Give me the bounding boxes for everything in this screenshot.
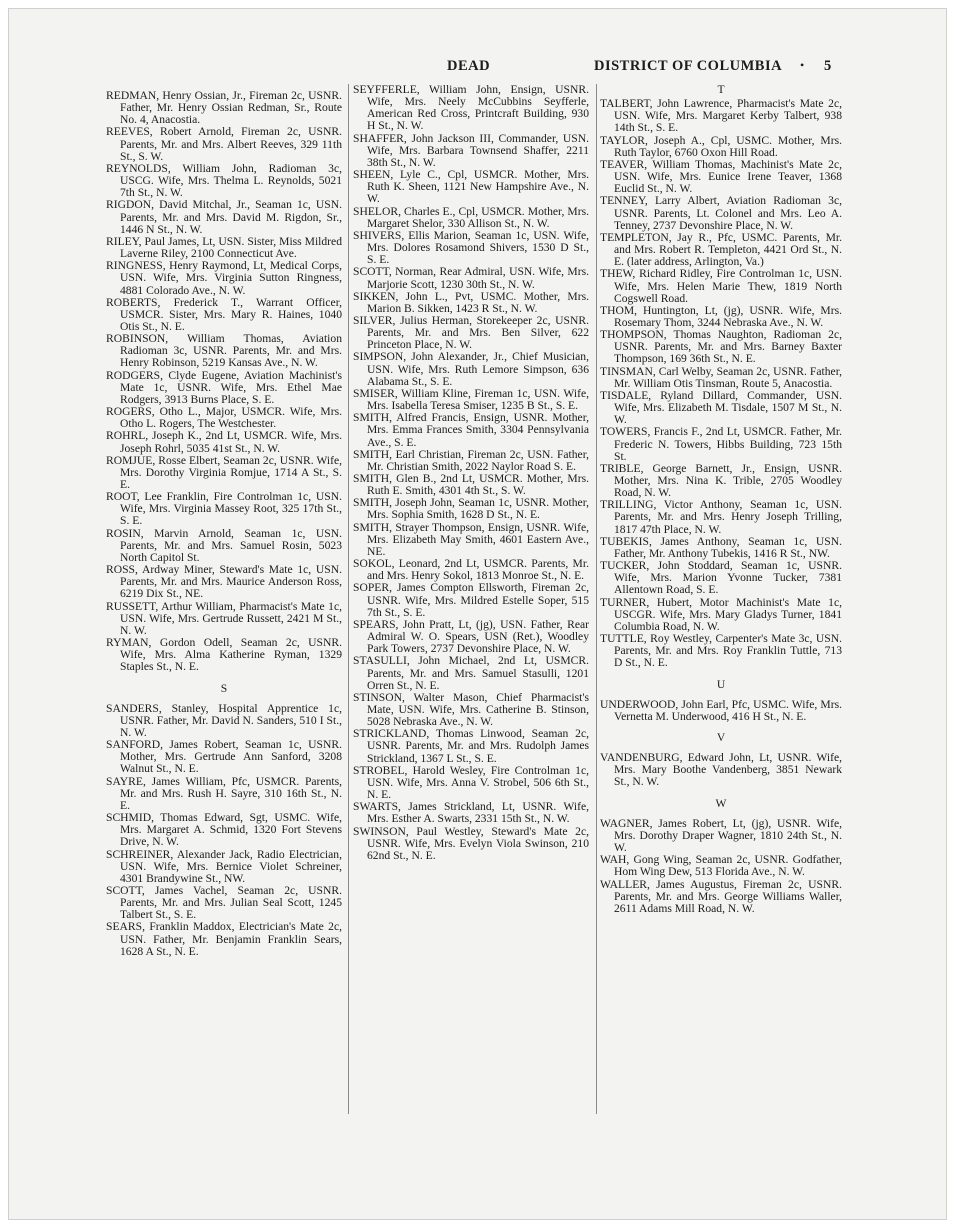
casualty-entry: THOM, Huntington, Lt, (jg), USNR. Wife, Mrs. Rosemary Thom, 3244 Nebraska Ave., N. W. bbox=[600, 303, 842, 329]
casualty-entry: TISDALE, Ryland Dillard, Commander, USN. Wife, Mrs. Elizabeth M. Tisdale, 1507 M St., N. W. bbox=[600, 388, 842, 427]
casualty-entry: SCOTT, James Vachel, Seaman 2c, USNR. Parents, Mr. and Mrs. Julian Seal Scott, 1245 Talbert St., S. E. bbox=[106, 884, 342, 922]
casualty-entry: SMITH, Joseph John, Seaman 1c, USNR. Mother, Mrs. Sophia Smith, 1628 D St., N. E. bbox=[353, 496, 589, 522]
casualty-entry: UNDERWOOD, John Earl, Pfc, USMC. Wife, Mrs. Vernetta M. Underwood, 416 H St., N. E. bbox=[600, 697, 842, 723]
casualty-entry: SILVER, Julius Herman, Storekeeper 2c, USNR. Parents, Mr. and Mrs. Ben Silver, 622 Princeton Place, N. W. bbox=[353, 313, 589, 352]
casualty-entry: SWINSON, Paul Westley, Steward's Mate 2c, USNR. Wife, Mrs. Evelyn Viola Swinson, 210 62nd St., N. E. bbox=[353, 824, 589, 862]
casualty-entry: ROBERTS, Frederick T., Warrant Officer, USMCR. Sister, Mrs. Mary R. Haines, 1040 Otis St., N. E. bbox=[106, 295, 342, 333]
casualty-entry: SMITH, Strayer Thompson, Ensign, USNR. Wife, Mrs. Elizabeth May Smith, 4601 Eastern Ave., NE. bbox=[353, 520, 589, 558]
column-right bbox=[600, 84, 842, 915]
casualty-entry: REDMAN, Henry Ossian, Jr., Fireman 2c, USNR. Father, Mr. Henry Ossian Redman, Sr., Route No. 4, Anacostia. bbox=[106, 89, 342, 127]
casualty-entry: RUSSETT, Arthur William, Pharmacist's Mate 1c, USN. Wife, Mrs. Gertrude Russett, 2421 M St., N. W. bbox=[106, 599, 342, 637]
casualty-entry: TINSMAN, Carl Welby, Seaman 2c, USNR. Father, Mr. William Otis Tinsman, Route 5, Anacostia. bbox=[600, 364, 842, 390]
column-left bbox=[106, 90, 342, 958]
casualty-entry: ROSIN, Marvin Arnold, Seaman 1c, USN. Parents, Mr. and Mrs. Samuel Rosin, 5023 North Capitol St. bbox=[106, 526, 342, 564]
section-letter: U bbox=[716, 677, 726, 691]
casualty-entry: RODGERS, Clyde Eugene, Aviation Machinist's Mate 1c, USNR. Wife, Mrs. Ethel Mae Rodgers, 3913 Burns Place, S. E. bbox=[106, 368, 342, 406]
casualty-entry: TALBERT, John Lawrence, Pharmacist's Mate 2c, USN. Wife, Mrs. Margaret Kerby Talbert, 938 14th St., S. E. bbox=[600, 97, 842, 135]
casualty-entry: SMITH, Earl Christian, Fireman 2c, USN. Father, Mr. Christian Smith, 2022 Naylor Road S. E. bbox=[353, 447, 589, 473]
casualty-entry: TEMPLETON, Jay R., Pfc, USMC. Parents, Mr. and Mrs. Robert R. Templeton, 4421 Ord St., N. E. (later address, Arlington, Va.) bbox=[600, 230, 842, 269]
column-divider bbox=[596, 84, 597, 1114]
casualty-entry: SHELOR, Charles E., Cpl, USMCR. Mother, Mrs. Margaret Shelor, 330 Allison St., N. W. bbox=[353, 204, 589, 230]
casualty-entry: TRIBLE, George Barnett, Jr., Ensign, USNR. Mother, Mrs. Nina K. Trible, 2705 Woodley Road, N. W. bbox=[600, 461, 842, 500]
casualty-entry: SOKOL, Leonard, 2nd Lt, USMCR. Parents, Mr. and Mrs. Henry Sokol, 1813 Monroe St., N. E. bbox=[353, 557, 589, 583]
casualty-entry: SCHREINER, Alexander Jack, Radio Electrician, USN. Wife, Mrs. Bernice Violet Schreiner, 4301 Brandywine St., NW. bbox=[106, 847, 342, 885]
casualty-entry: SIKKEN, John L., Pvt, USMC. Mother, Mrs. Marion B. Sikken, 1423 R St., N. W. bbox=[353, 289, 589, 315]
casualty-entry: REYNOLDS, William John, Radioman 3c, USCG. Wife, Mrs. Thelma L. Reynolds, 5021 7th St., N. W. bbox=[106, 161, 342, 200]
casualty-entry: TENNEY, Larry Albert, Aviation Radioman 3c, USNR. Parents, Lt. Colonel and Mrs. Leo A. Tenney, 2737 Devonshire Place, N. W. bbox=[600, 194, 842, 232]
section-letter: T bbox=[717, 83, 725, 96]
casualty-entry: STROBEL, Harold Wesley, Fire Controlman 1c, USN. Wife, Mrs. Anna V. Strobel, 506 6th St., N. E. bbox=[353, 763, 589, 802]
casualty-entry: RILEY, Paul James, Lt, USN. Sister, Miss Mildred Laverne Riley, 2100 Connecticut Ave. bbox=[106, 234, 342, 261]
casualty-entry: SIMPSON, John Alexander, Jr., Chief Musician, USN. Wife, Mrs. Ruth Lemore Simpson, 636 Alabama St., S. E. bbox=[353, 350, 589, 388]
section-letter: S bbox=[220, 681, 228, 695]
casualty-entry: THEW, Richard Ridley, Fire Controlman 1c, USN. Wife, Mrs. Helen Marie Thew, 1819 North Cogswell Road. bbox=[600, 267, 842, 305]
casualty-entry: SCHMID, Thomas Edward, Sgt, USMC. Wife, Mrs. Margaret A. Schmid, 1320 Fort Stevens Drive, N. W. bbox=[106, 811, 342, 849]
casualty-entry: SWARTS, James Strickland, Lt, USNR. Wife, Mrs. Esther A. Swarts, 2331 15th St., N. W. bbox=[353, 800, 589, 826]
casualty-entry: RIGDON, David Mitchal, Jr., Seaman 1c, USN. Parents, Mr. and Mrs. David M. Rigdon, Sr., 1446 N St., N. W. bbox=[106, 198, 342, 236]
casualty-entry: SAYRE, James William, Pfc, USMCR. Parents, Mr. and Mrs. Rush H. Sayre, 310 16th St., N. E. bbox=[106, 774, 342, 812]
casualty-entry: SPEARS, John Pratt, Lt, (jg), USN. Father, Rear Admiral W. O. Spears, USN (Ret.), Woodley Park Towers, 2737 Devonshire Place, N. W. bbox=[353, 617, 589, 656]
page-header bbox=[0, 52, 957, 76]
casualty-entry: SMITH, Glen B., 2nd Lt, USMCR. Mother, Mrs. Ruth E. Smith, 4301 4th St., S. W. bbox=[353, 472, 589, 498]
section-letter: W bbox=[715, 796, 727, 810]
column-divider bbox=[348, 84, 349, 1114]
casualty-entry: STINSON, Walter Mason, Chief Pharmacist's Mate, USN. Wife, Mrs. Catherine B. Stinson, 5028 Nebraska Ave., N. W. bbox=[353, 690, 589, 729]
casualty-entry: TURNER, Hubert, Motor Machinist's Mate 1c, USCGR. Wife, Mrs. Mary Gladys Turner, 1841 Columbia Road, N. W. bbox=[600, 595, 842, 633]
casualty-entry: SOPER, James Compton Ellsworth, Fireman 2c, USNR. Wife, Mrs. Mildred Estelle Soper, 515 7th St., S. E. bbox=[353, 581, 589, 619]
casualty-entry: TOWERS, Francis F., 2nd Lt, USMCR. Father, Mr. Frederic N. Towers, Hibbs Building, 723 15th St. bbox=[600, 425, 842, 463]
casualty-entry: REEVES, Robert Arnold, Fireman 2c, USNR. Parents, Mr. and Mrs. Albert Reeves, 329 11th St., S. W. bbox=[106, 125, 342, 163]
casualty-entry: TUTTLE, Roy Westley, Carpenter's Mate 3c, USN. Parents, Mr. and Mrs. Roy Franklin Tuttle, 713 D St., N. E. bbox=[600, 632, 842, 670]
casualty-entry: SEARS, Franklin Maddox, Electrician's Mate 2c, USN. Father, Mr. Benjamin Franklin Sears, 1628 A St., N. E. bbox=[106, 920, 342, 958]
region-title: DISTRICT OF COLUMBIA bbox=[594, 58, 783, 74]
casualty-entry: RINGNESS, Henry Raymond, Lt, Medical Corps, USN. Wife, Mrs. Virginia Sutton Ringness, 4881 Colorado Ave., N. W. bbox=[106, 259, 342, 297]
casualty-entry: TAYLOR, Joseph A., Cpl, USMC. Mother, Mrs. Ruth Taylor, 6760 Oxon Hill Road. bbox=[600, 133, 842, 159]
casualty-entry: ROMJUE, Rosse Elbert, Seaman 2c, USNR. Wife, Mrs. Dorothy Virginia Romjue, 1714 A St., S. E. bbox=[106, 453, 342, 491]
casualty-entry: ROHRL, Joseph K., 2nd Lt, USMCR. Wife, Mrs. Joseph Rohrl, 5035 41st St., N. W. bbox=[106, 429, 342, 455]
casualty-entry: SCOTT, Norman, Rear Admiral, USN. Wife, Mrs. Marjorie Scott, 1230 30th St., N. W. bbox=[353, 265, 589, 291]
casualty-entry: SHAFFER, John Jackson III, Commander, USN. Wife, Mrs. Barbara Townsend Shaffer, 2211 38th St., N. W. bbox=[353, 131, 589, 169]
casualty-entry: SANDERS, Stanley, Hospital Apprentice 1c, USNR. Father, Mr. David N. Sanders, 510 I St., N. W. bbox=[106, 701, 342, 739]
casualty-entry: TRILLING, Victor Anthony, Seaman 1c, USN. Parents, Mr. and Mrs. Henry Joseph Trilling, 1817 47th Place, N. W. bbox=[600, 498, 842, 536]
casualty-entry: ROSS, Ardway Miner, Steward's Mate 1c, USN. Parents, Mr. and Mrs. Maurice Anderson Ross, 6219 Dix St., NE. bbox=[106, 563, 342, 601]
casualty-entry: VANDENBURG, Edward John, Lt, USNR. Wife, Mrs. Mary Boothe Vandenberg, 3851 Newark St., N. W. bbox=[600, 751, 842, 789]
casualty-entry: RYMAN, Gordon Odell, Seaman 2c, USNR. Wife, Mrs. Alma Katherine Ryman, 1329 Staples St., N. E. bbox=[106, 636, 342, 674]
casualty-entry: SHEEN, Lyle C., Cpl, USMCR. Mother, Mrs. Ruth K. Sheen, 1121 New Hampshire Ave., N. W. bbox=[353, 168, 589, 206]
casualty-entry: TEAVER, William Thomas, Machinist's Mate 2c, USN. Wife, Mrs. Eunice Irene Teaver, 1368 Euclid St., N. W. bbox=[600, 157, 842, 196]
casualty-entry: SMISER, William Kline, Fireman 1c, USN. Wife, Mrs. Isabella Teresa Smiser, 1235 B St., S. E. bbox=[353, 386, 589, 413]
casualty-entry: ROOT, Lee Franklin, Fire Controlman 1c, USN. Wife, Mrs. Virginia Massey Root, 325 17th St., S. E. bbox=[106, 490, 342, 528]
section-title: DEAD bbox=[447, 58, 491, 74]
casualty-entry: WAGNER, James Robert, Lt, (jg), USNR. Wife, Mrs. Dorothy Draper Wagner, 1810 24th St., N. W. bbox=[600, 816, 842, 855]
casualty-entry: WAH, Gong Wing, Seaman 2c, USNR. Godfather, Hom Wing Dew, 513 Florida Ave., N. W. bbox=[600, 853, 842, 879]
casualty-entry: WALLER, James Augustus, Fireman 2c, USNR. Parents, Mr. and Mrs. George Williams Waller, 2611 Adams Mill Road, N. W. bbox=[600, 877, 842, 915]
casualty-entry: SMITH, Alfred Francis, Ensign, USNR. Mother, Mrs. Emma Frances Smith, 3304 Pennsylvania Ave., S. E. bbox=[353, 411, 589, 449]
casualty-entry: ROGERS, Otho L., Major, USMCR. Wife, Mrs. Otho L. Rogers, The Westchester. bbox=[106, 405, 342, 431]
section-letter: V bbox=[716, 730, 726, 744]
casualty-entry: ROBINSON, William Thomas, Aviation Radioman 3c, USNR. Parents, Mr. and Mrs. Henry Robinson, 5219 Kansas Ave., N. W. bbox=[106, 332, 342, 370]
casualty-entry: STASULLI, John Michael, 2nd Lt, USMCR. Parents, Mr. and Mrs. Samuel Stasulli, 1201 Orren St., N. E. bbox=[353, 654, 589, 692]
header-bullet: • bbox=[800, 58, 805, 72]
casualty-entry: SANFORD, James Robert, Seaman 1c, USNR. Mother, Mrs. Gertrude Ann Sanford, 3208 Walnut St., N. E. bbox=[106, 738, 342, 776]
casualty-entry: TUBEKIS, James Anthony, Seaman 1c, USN. Father, Mr. Anthony Tubekis, 1416 R St., NW. bbox=[600, 534, 842, 560]
page-number: 5 bbox=[824, 58, 832, 74]
casualty-entry: SEYFFERLE, William John, Ensign, USNR. Wife, Mrs. Neely McCubbins Seyfferle, American Red Cross, Printcraft Building, 930 H St., N. W. bbox=[353, 83, 589, 133]
column-middle bbox=[353, 84, 589, 862]
casualty-entry: TUCKER, John Stoddard, Seaman 1c, USNR. Wife, Mrs. Marion Yvonne Tucker, 7381 Allentown Road, S. E. bbox=[600, 559, 842, 597]
casualty-entry: STRICKLAND, Thomas Linwood, Seaman 2c, USNR. Parents, Mr. and Mrs. Rudolph James Strickland, 1367 L St., S. E. bbox=[353, 727, 589, 765]
casualty-entry: SHIVERS, Ellis Marion, Seaman 1c, USN. Wife, Mrs. Dolores Rosamond Shivers, 1530 D St., S. E. bbox=[353, 228, 589, 267]
casualty-entry: THOMPSON, Thomas Naughton, Radioman 2c, USNR. Parents, Mr. and Mrs. Barney Baxter Thompson, 169 36th St., N. E. bbox=[600, 328, 842, 366]
